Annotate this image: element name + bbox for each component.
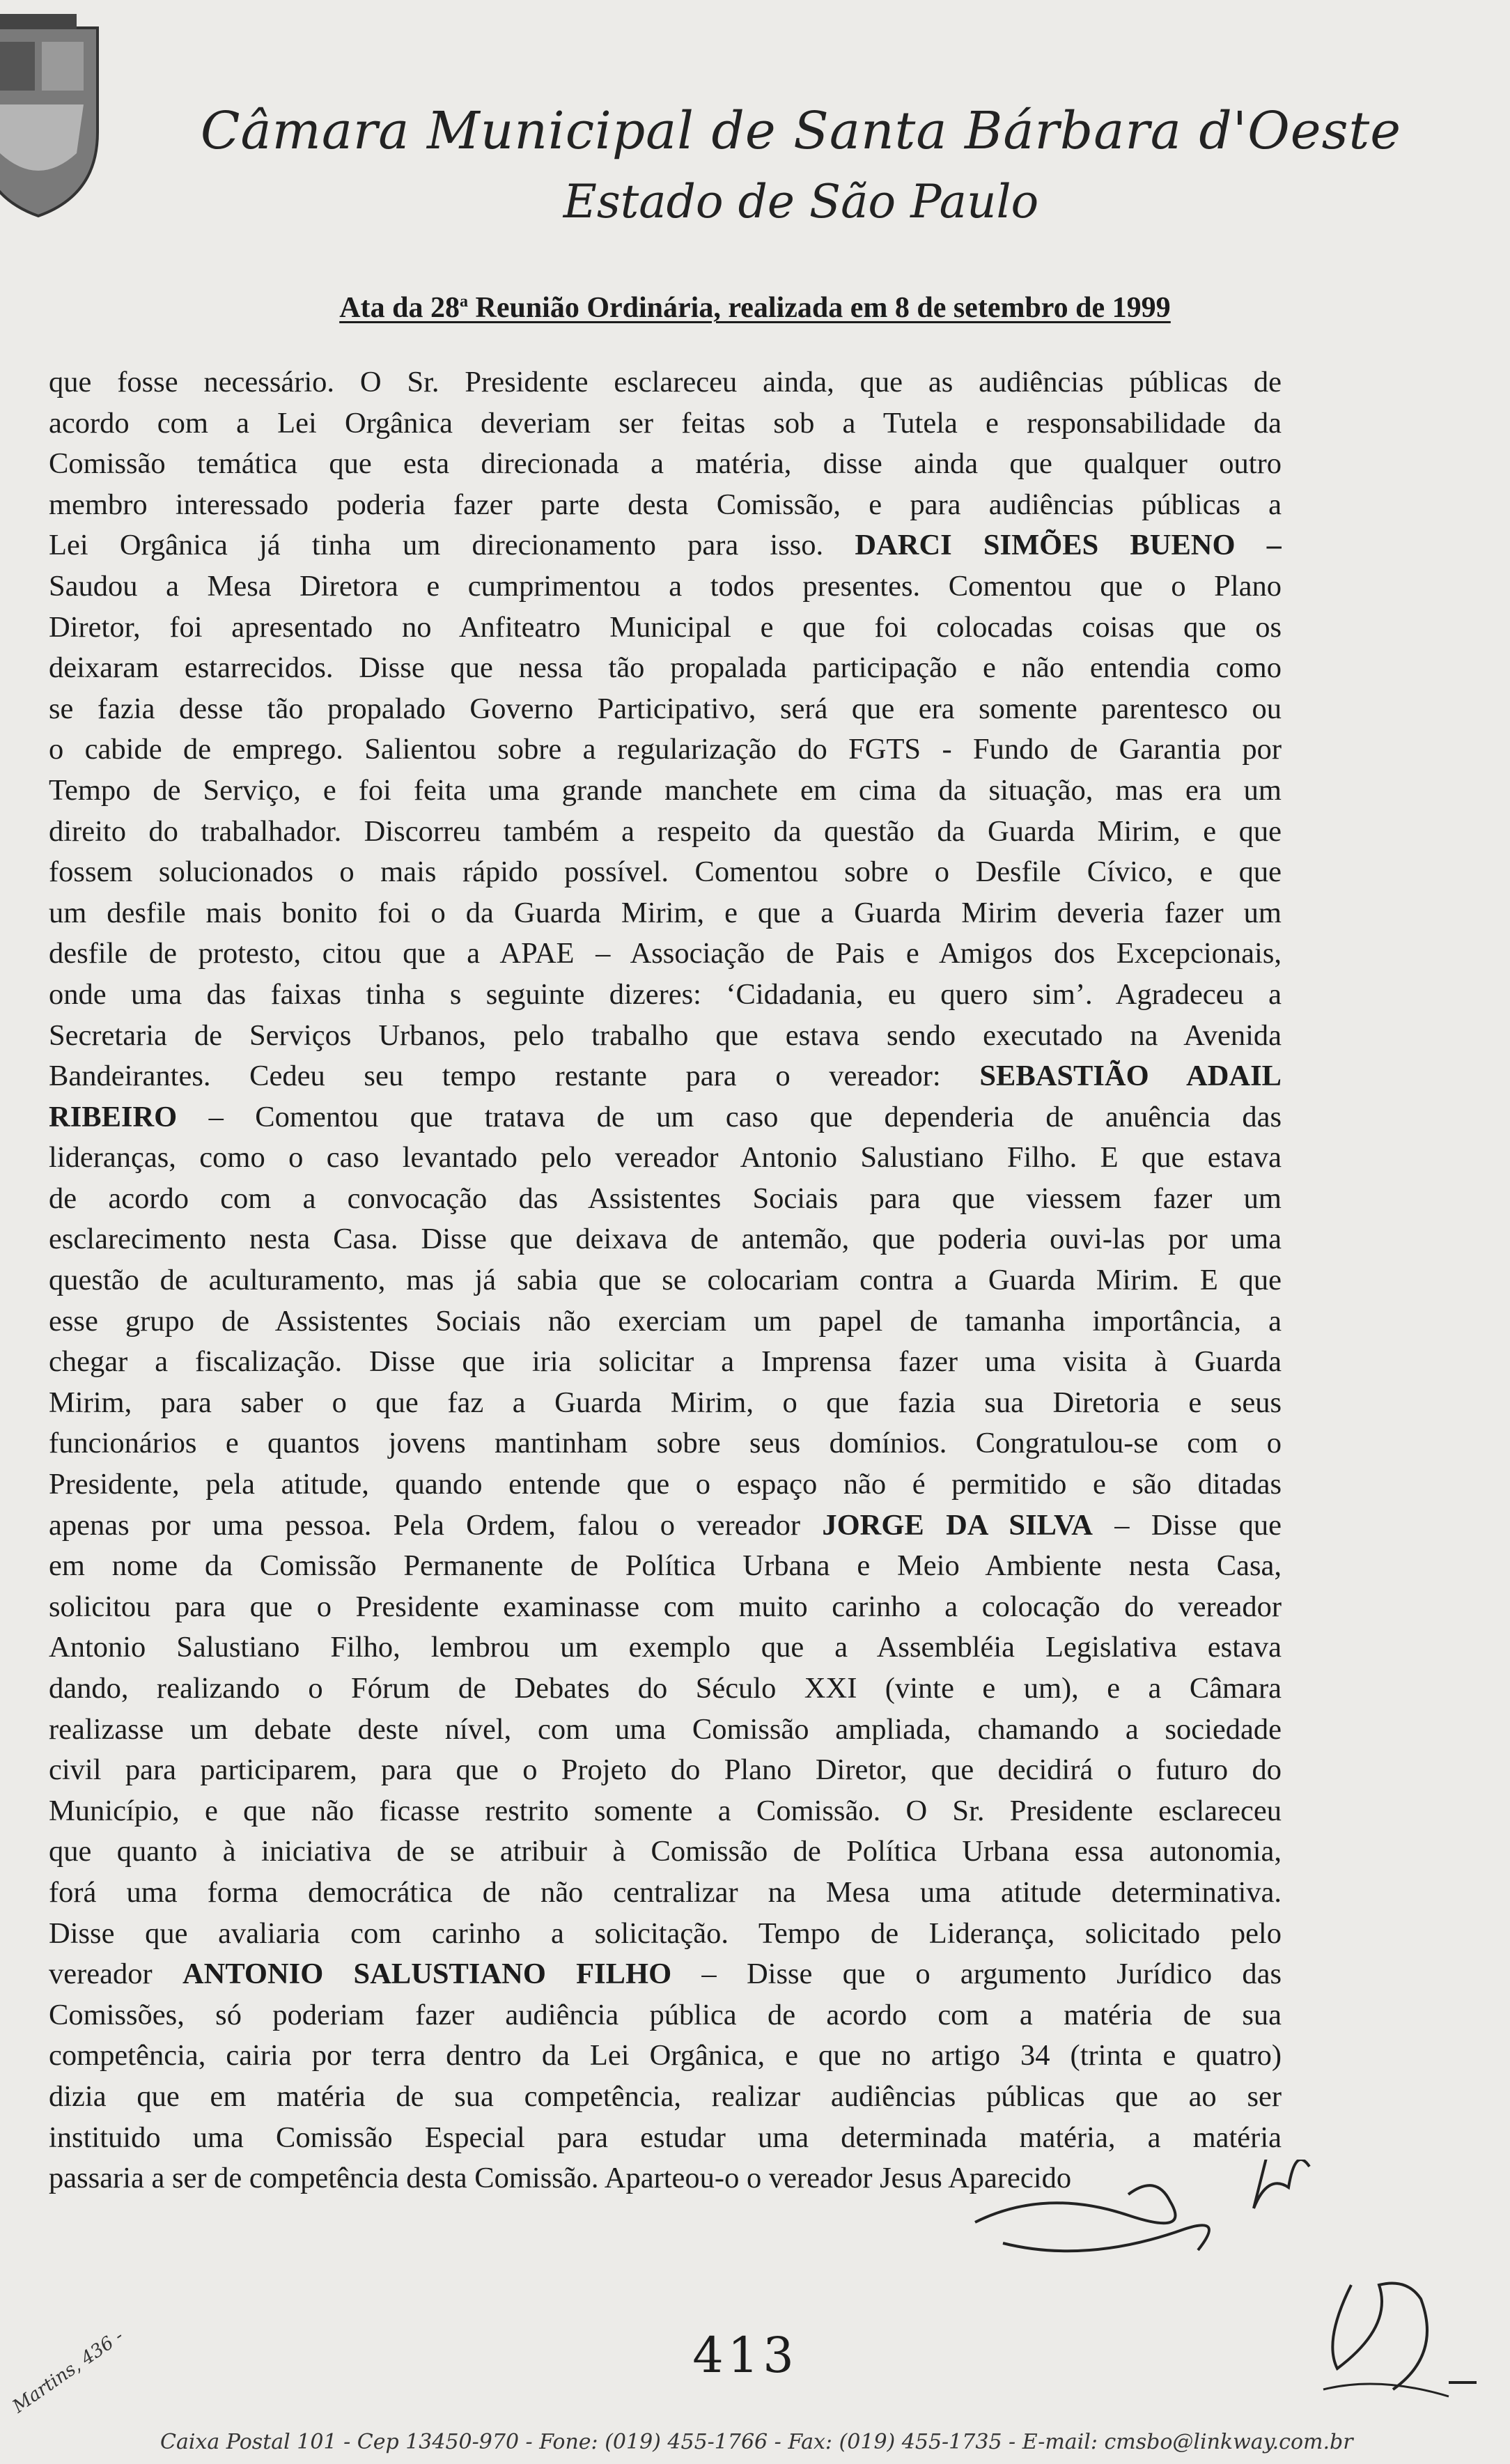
text-line: o cabide de emprego. Salientou sobre a regularização do FGTS - Fundo de Garantia por: [49, 733, 1282, 766]
text-line: em nome da Comissão Permanente de Política Urbana e Meio Ambiente nesta Casa,: [49, 1549, 1282, 1583]
footer-contact: Caixa Postal 101 - Cep 13450-970 - Fone: (019) 455-1766 - Fax: (019) 455-1735 - E-mail: cmsbo@linkway.com.br: [160, 2430, 1353, 2454]
text-line: onde uma das faixas tinha s seguinte dizeres: ‘Cidadania, eu quero sim’. Agradeceu a: [49, 977, 1282, 1011]
text-line: esclarecimento nesta Casa. Disse que deixava de antemão, que poderia ouvi-las por uma: [49, 1223, 1282, 1256]
chamber-name: Câmara Municipal de Santa Bárbara d'Oeste: [200, 101, 1402, 161]
text-line: Comissões, só poderiam fazer audiência pública de acordo com a matéria de sua: [49, 1998, 1282, 2031]
text-line: apenas por uma pessoa. Pela Ordem, falou o vereador JORGE DA SILVA – Disse que: [49, 1508, 1282, 1542]
text-line: vereador ANTONIO SALUSTIANO FILHO – Disse que o argumento Jurídico das: [49, 1958, 1282, 1991]
letterhead: [174, 98, 1428, 234]
text-line: que fosse necessário. O Sr. Presidente esclareceu ainda, que as audiências públicas de: [49, 366, 1282, 398]
speaker-jorge: JORGE DA SILVA: [822, 1508, 1093, 1542]
text-line: de acordo com a convocação das Assistentes Sociais para que viessem fazer um: [49, 1181, 1282, 1215]
text-line: instituido uma Comissão Especial para estudar uma determinada matéria, a matéria: [49, 2121, 1282, 2154]
text-line: RIBEIRO – Comentou que tratava de um caso que dependeria de anuência das: [49, 1100, 1282, 1133]
text-line: funcionários e quantos jovens mantinham sobre seus domínios. Congratulou-se com o: [49, 1427, 1282, 1460]
text-line: lideranças, como o caso levantado pelo vereador Antonio Salustiano Filho. E que estava: [49, 1141, 1282, 1175]
text-line: fossem solucionados o mais rápido possível. Comentou sobre o Desfile Cívico, e que: [49, 855, 1282, 889]
municipal-crest-icon: [0, 14, 104, 223]
footer-address: Martins, 436 -: [8, 2325, 127, 2417]
text-line: Comissão temática que esta direcionada a matéria, disse ainda que qualquer outro: [49, 447, 1282, 481]
text-line: Secretaria de Serviços Urbanos, pelo trabalho que estava sendo executado na Avenida: [49, 1018, 1282, 1052]
handwritten-signatures-icon: [961, 2160, 1504, 2438]
text-line: direito do trabalhador. Discorreu também a respeito da questão da Guarda Mirim, e que: [49, 814, 1282, 848]
minutes-body: [49, 362, 1282, 2199]
text-line: Disse que avaliaria com carinho a solicitação. Tempo de Liderança, solicitado pelo: [49, 1916, 1282, 1950]
text-line: Saudou a Mesa Diretora e cumprimentou a todos presentes. Comentou que o Plano: [49, 569, 1282, 603]
text-line: deixaram estarrecidos. Disse que nessa tão propalada participação e não entendia como: [49, 651, 1282, 685]
text-line: que quanto à iniciativa de se atribuir à Comissão de Política Urbana essa autonomia,: [49, 1835, 1282, 1868]
text-line: chegar a fiscalização. Disse que iria solicitar a Imprensa fazer uma visita à Guarda: [49, 1345, 1282, 1379]
text-line: forá uma forma democrática de não centralizar na Mesa uma atitude determinativa.: [49, 1875, 1282, 1909]
text-line: Mirim, para saber o que faz a Guarda Mirim, o que fazia sua Diretoria e seus: [49, 1386, 1282, 1419]
text-line: acordo com a Lei Orgânica deveriam ser feitas sob a Tutela e responsabilidade da: [49, 406, 1282, 440]
minutes-title: Ata da 28$^a$ Reunião Ordinária, realizada em 8 de setembro de 1999: [339, 292, 1171, 324]
text-line: Município, e que não ficasse restrito somente a Comissão. O Sr. Presidente esclareceu: [49, 1794, 1282, 1827]
text-line: desfile de protesto, citou que a APAE – Associação de Pais e Amigos dos Excepcionais,: [49, 937, 1282, 970]
text-line: solicitou para que o Presidente examinasse com muito carinho a colocação do vereador: [49, 1590, 1282, 1623]
text-line: um desfile mais bonito foi o da Guarda Mirim, e que a Guarda Mirim deveria fazer um: [49, 896, 1282, 929]
text-line: membro interessado poderia fazer parte desta Comissão, e para audiências públicas a: [49, 488, 1282, 521]
text-line: Presidente, pela atitude, quando entende que o espaço não é permitido e são ditadas: [49, 1468, 1282, 1501]
text-line: Bandeirantes. Cedeu seu tempo restante para o vereador: SEBASTIÃO ADAIL: [49, 1060, 1282, 1093]
text-line: Diretor, foi apresentado no Anfiteatro Municipal e que foi colocadas coisas que os: [49, 610, 1282, 644]
text-line: Antonio Salustiano Filho, lembrou um exemplo que a Assembléia Legislativa estava: [49, 1631, 1282, 1664]
text-line: dizia que em matéria de sua competência, realizar audiências públicas que ao ser: [49, 2079, 1282, 2113]
text-line: civil para participarem, para que o Projeto do Plano Diretor, que decidirá o futuro do: [49, 1753, 1282, 1787]
speaker-antonio: ANTONIO SALUSTIANO FILHO: [182, 1958, 672, 1991]
page-number: 413: [692, 2327, 798, 2384]
text-line: competência, cairia por terra dentro da Lei Orgânica, e que no artigo 34 (trinta e quatro): [49, 2039, 1282, 2072]
text-line: questão de aculturamento, mas já sabia que se colocariam contra a Guarda Mirim. E que: [49, 1264, 1282, 1297]
speaker-darci: DARCI SIMÕES BUENO –: [855, 529, 1282, 562]
text-line: dando, realizando o Fórum de Debates do Século XXI (vinte e um), e a Câmara: [49, 1672, 1282, 1705]
text-line: se fazia desse tão propalado Governo Participativo, será que era somente parentesco ou: [49, 692, 1282, 725]
text-line: esse grupo de Assistentes Sociais não exerciam um papel de tamanha importância, a: [49, 1304, 1282, 1338]
speaker-sebastiao: SEBASTIÃO ADAIL: [979, 1060, 1282, 1093]
text-line: passaria a ser de competência desta Comissão. Aparteou-o o vereador Jesus Aparecido: [49, 2162, 1072, 2195]
text-line: Lei Orgânica já tinha um direcionamento para isso. DARCI SIMÕES BUENO –: [49, 529, 1282, 562]
text-line: realizasse um debate deste nível, com uma Comissão ampliada, chamando a sociedade: [49, 1712, 1282, 1746]
text-line: Tempo de Serviço, e foi feita uma grande manchete em cima da situação, mas era um: [49, 773, 1282, 807]
state-name: Estado de São Paulo: [563, 175, 1039, 228]
